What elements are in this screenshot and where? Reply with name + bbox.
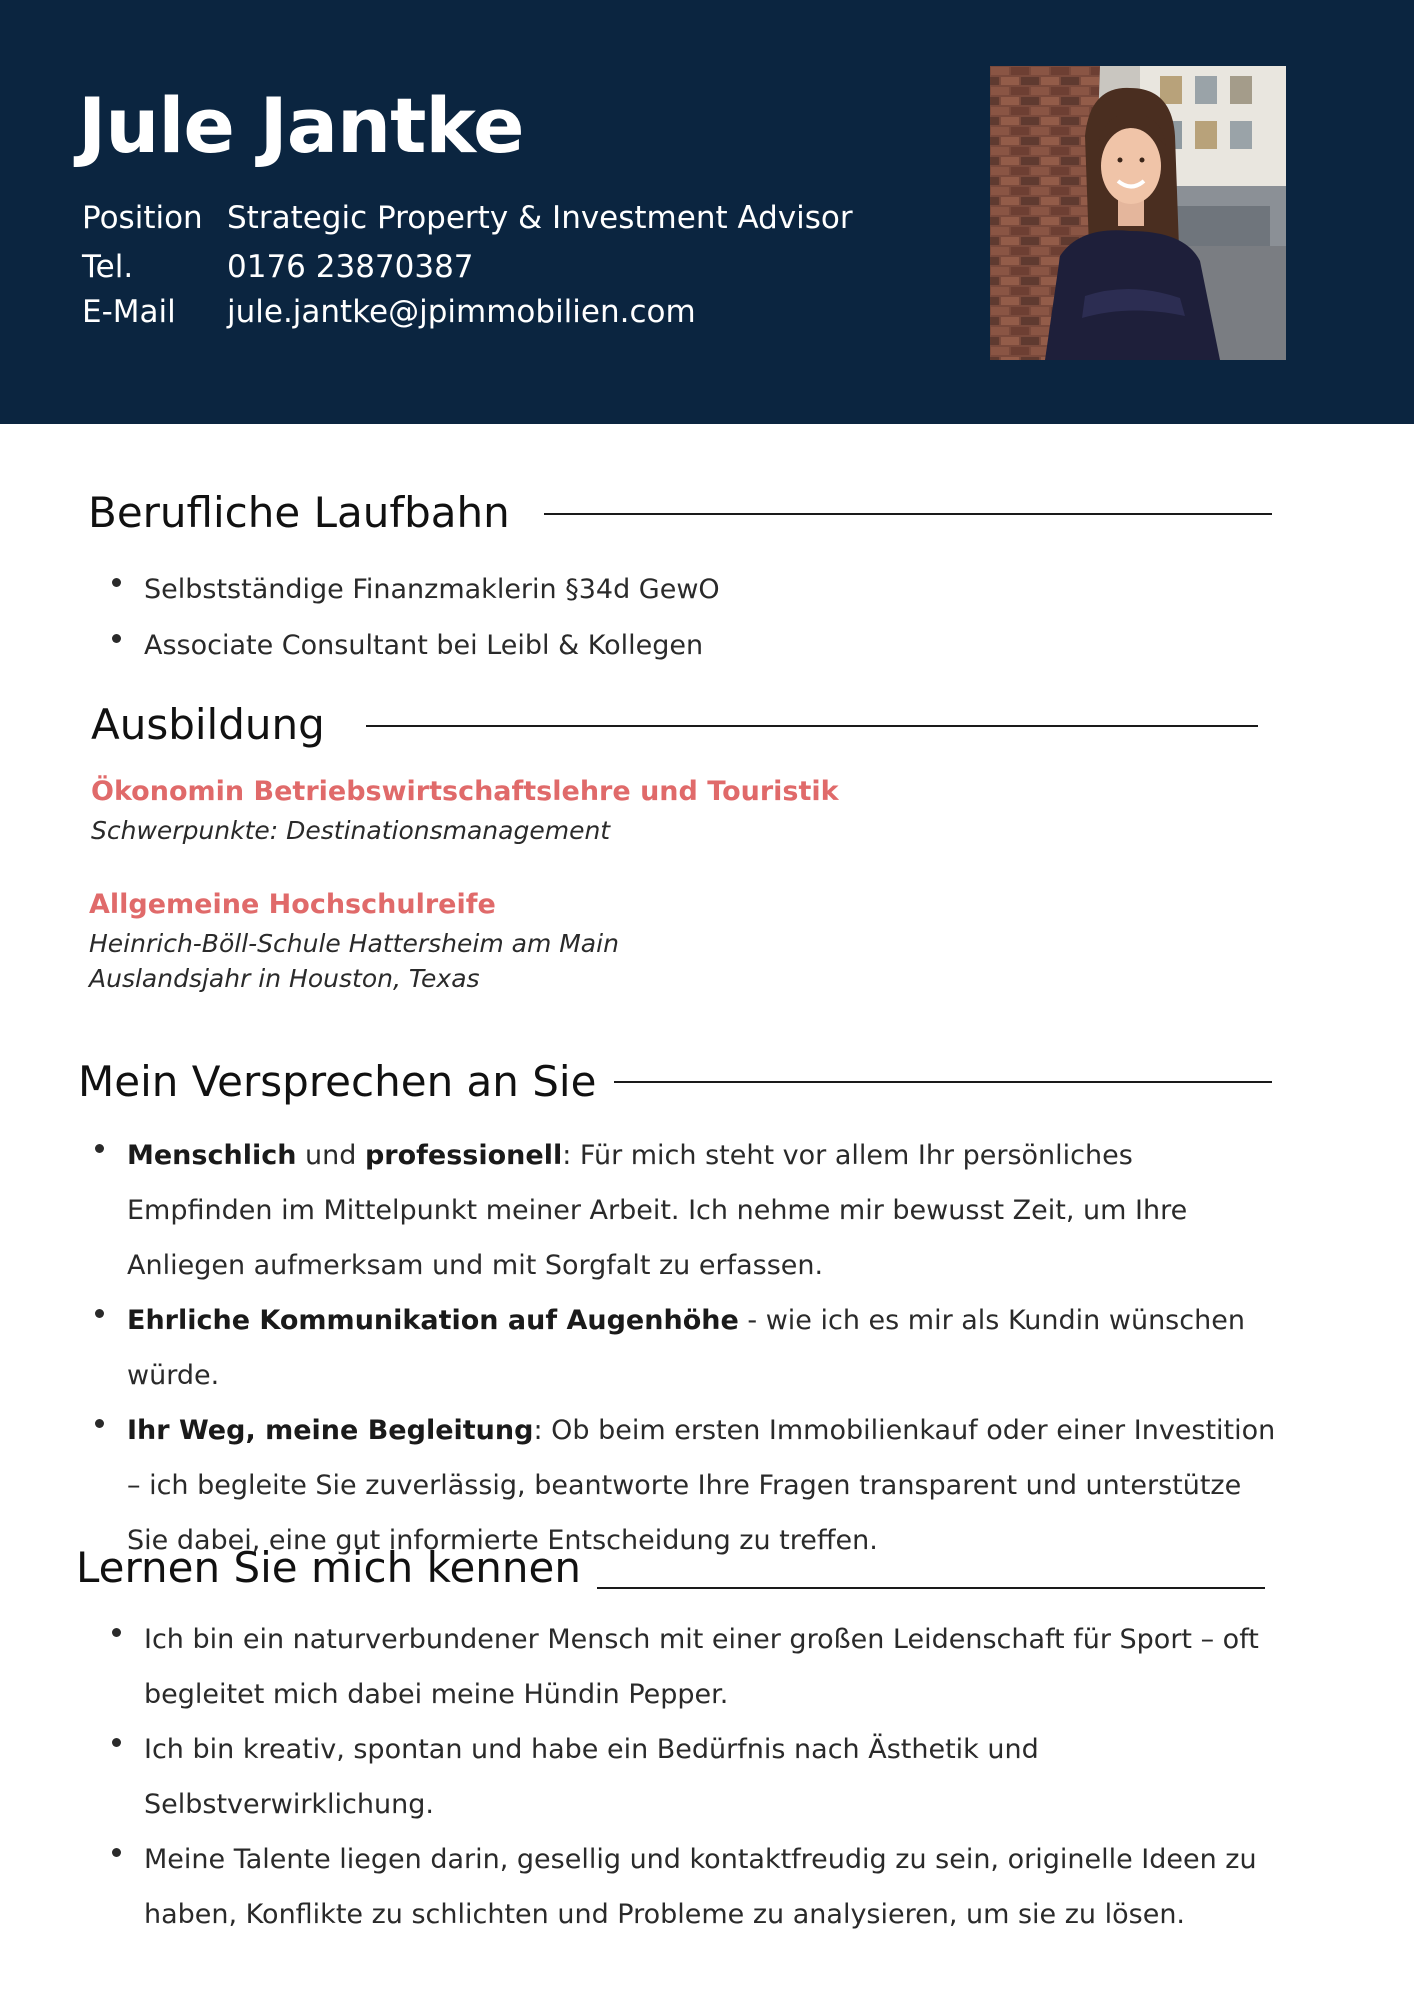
- section-title-promise: Mein Versprechen an Sie: [78, 1057, 597, 1106]
- promise-list: [95, 1128, 1285, 1568]
- section-divider: [544, 513, 1272, 515]
- section-divider: [366, 725, 1258, 727]
- list-item: Ich bin ein naturverbundener Mensch mit einer großen Leidenschaft für Sport – oft begleitet mich dabei meine Hündin Pepper.: [112, 1612, 1332, 1722]
- list-text: : Ob beim ersten Immobilienkauf oder einer Investition – ich begleite Sie zuverlässig, beantworte Ihre Fragen transparent und unterstütze Sie dabei, eine gut informierte Entscheidung zu treffen.: [127, 1415, 1276, 1556]
- education-degree: Ökonomin Betriebswirtschaftslehre und Touristik: [91, 776, 839, 807]
- list-item: Ich bin kreativ, spontan und habe ein Bedürfnis nach Ästhetik und Selbstverwirklichung.: [112, 1722, 1332, 1832]
- contact-phone: [82, 249, 474, 285]
- profile-photo: [990, 66, 1286, 360]
- section-divider: [614, 1081, 1272, 1083]
- about-list: [112, 1612, 1332, 1942]
- education-detail: Heinrich-Böll-Schule Hattersheim am Main: [89, 929, 619, 958]
- list-item: Associate Consultant bei Leibl & Kollegen: [112, 618, 1312, 674]
- contact-value: Strategic Property & Investment Advisor: [227, 200, 853, 236]
- person-name: Jule Jantke: [78, 81, 524, 170]
- contact-label: Position: [82, 200, 203, 236]
- contact-label: Tel.: [82, 249, 134, 285]
- list-item: Selbstständige Finanzmaklerin §34d GewO: [112, 562, 1312, 618]
- contact-label: E-Mail: [82, 294, 176, 330]
- list-item: [95, 1128, 1285, 1293]
- list-item: [95, 1293, 1285, 1403]
- section-title-career: Berufliche Laufbahn: [88, 488, 510, 537]
- header-banner: [0, 0, 1414, 424]
- education-degree: Allgemeine Hochschulreife: [89, 889, 496, 920]
- emphasis: professionell: [364, 1140, 563, 1171]
- list-text: und: [296, 1140, 365, 1171]
- list-item: Meine Talente liegen darin, gesellig und kontaktfreudig zu sein, originelle Ideen zu haben, Konflikte zu schlichten und Probleme zu analysieren, um sie zu lösen.: [112, 1832, 1332, 1942]
- contact-position: [82, 200, 853, 236]
- education-detail: Auslandsjahr in Houston, Texas: [89, 964, 480, 993]
- contact-value: jule.jantke@jpimmobilien.com: [227, 294, 696, 330]
- emphasis: Ihr Weg, meine Begleitung: [127, 1415, 534, 1446]
- contact-email: [82, 294, 696, 330]
- section-title-education: Ausbildung: [91, 700, 325, 749]
- career-list: [112, 562, 1312, 674]
- list-text: : Für mich steht vor allem Ihr persönliches Empfinden im Mittelpunkt meiner Arbeit. Ich nehme mir bewusst Zeit, um Ihre Anliegen aufmerksam und mit Sorgfalt zu erfassen.: [127, 1140, 1188, 1281]
- education-detail: Schwerpunkte: Destinationsmanagement: [91, 816, 611, 845]
- list-text: - wie ich es mir als Kundin wünschen würde.: [127, 1305, 1245, 1391]
- section-title-about: Lernen Sie mich kennen: [76, 1543, 581, 1592]
- section-divider: [597, 1587, 1265, 1589]
- emphasis: Ehrliche Kommunikation auf Augenhöhe: [127, 1305, 739, 1336]
- emphasis: Menschlich: [127, 1140, 297, 1171]
- contact-value: 0176 23870387: [227, 249, 474, 285]
